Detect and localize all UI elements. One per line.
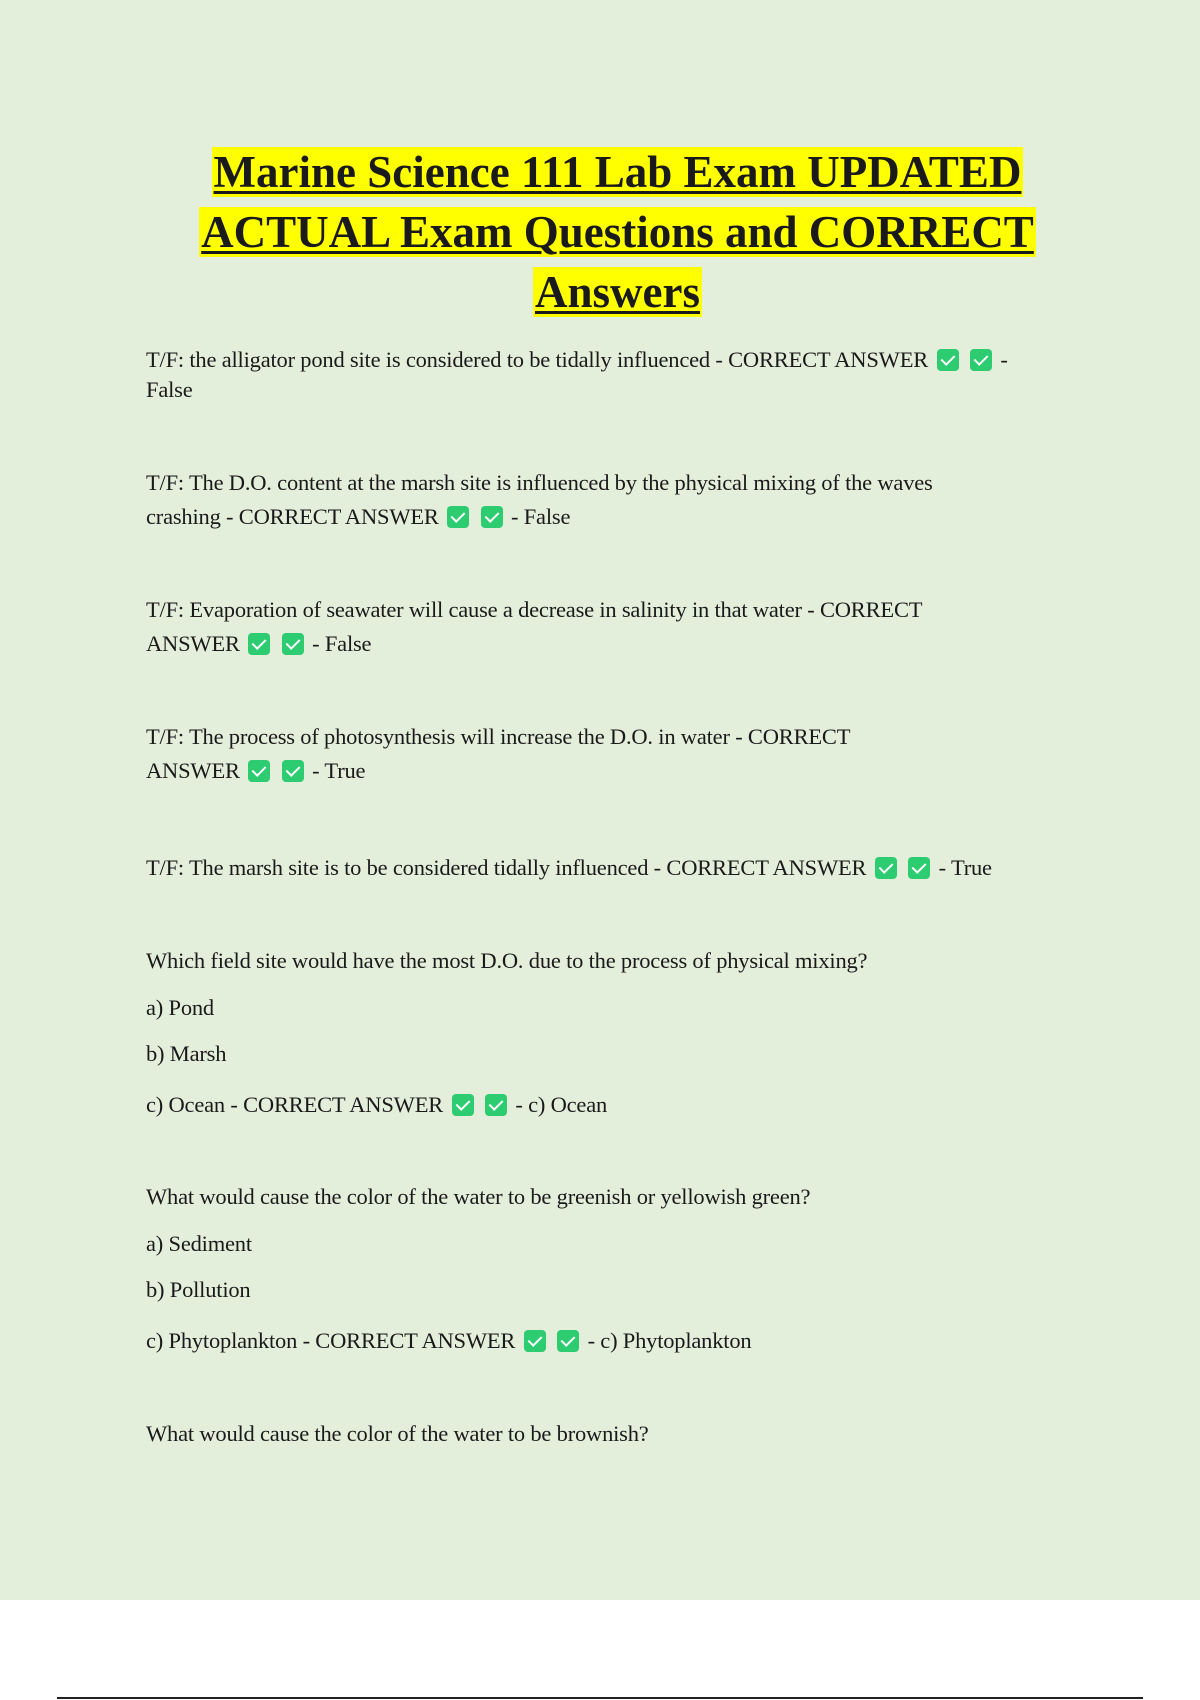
question-3-line-1: T/F: Evaporation of seawater will cause a decrease in salinity in that water - CORRECT [146, 597, 923, 622]
question-3-line-2: ANSWER - False [146, 631, 372, 656]
check-mark-icon [970, 349, 992, 371]
question-2-line-2: crashing - CORRECT ANSWER - False [146, 504, 571, 529]
question-6-stem: Which field site would have the most D.O. due to the process of physical mixing? [146, 948, 868, 973]
question-4-line-2: ANSWER - True [146, 758, 366, 783]
title-line-1: Marine Science 111 Lab Exam UPDATED [213, 147, 1022, 197]
question-2-line-1: T/F: The D.O. content at the marsh site is influenced by the physical mixing of the waves [146, 470, 933, 495]
title-line-2: ACTUAL Exam Questions and CORRECT [201, 207, 1034, 257]
question-5-line-1: T/F: The marsh site is to be considered tidally influenced - CORRECT ANSWER - True [146, 855, 992, 880]
footer-divider [57, 1697, 1143, 1699]
check-mark-icon [481, 506, 503, 528]
question-6-option-b: b) Marsh [146, 1041, 227, 1066]
check-mark-icon [452, 1094, 474, 1116]
question-8-stem: What would cause the color of the water to be brownish? [146, 1421, 649, 1446]
check-mark-icon [875, 857, 897, 879]
document-title [150, 142, 1085, 322]
question-7-option-c: c) Phytoplankton - CORRECT ANSWER - c) Phytoplankton [146, 1328, 752, 1353]
check-mark-icon [524, 1330, 546, 1352]
check-mark-icon [248, 760, 270, 782]
question-7-option-b: b) Pollution [146, 1277, 251, 1302]
check-mark-icon [282, 760, 304, 782]
question-4-line-1: T/F: The process of photosynthesis will increase the D.O. in water - CORRECT [146, 724, 851, 749]
question-1-answer: False [146, 377, 193, 402]
check-mark-icon [557, 1330, 579, 1352]
question-7-option-a: a) Sediment [146, 1231, 252, 1256]
check-mark-icon [485, 1094, 507, 1116]
check-mark-icon [908, 857, 930, 879]
question-7-stem: What would cause the color of the water to be greenish or yellowish green? [146, 1184, 811, 1209]
question-6-option-c: c) Ocean - CORRECT ANSWER - c) Ocean [146, 1092, 608, 1117]
question-1-line-1: T/F: the alligator pond site is considered to be tidally influenced - CORRECT ANSWER - [146, 347, 1008, 372]
check-mark-icon [282, 633, 304, 655]
question-6-option-a: a) Pond [146, 995, 214, 1020]
check-mark-icon [248, 633, 270, 655]
check-mark-icon [937, 349, 959, 371]
title-line-3: Answers [535, 267, 700, 317]
check-mark-icon [447, 506, 469, 528]
